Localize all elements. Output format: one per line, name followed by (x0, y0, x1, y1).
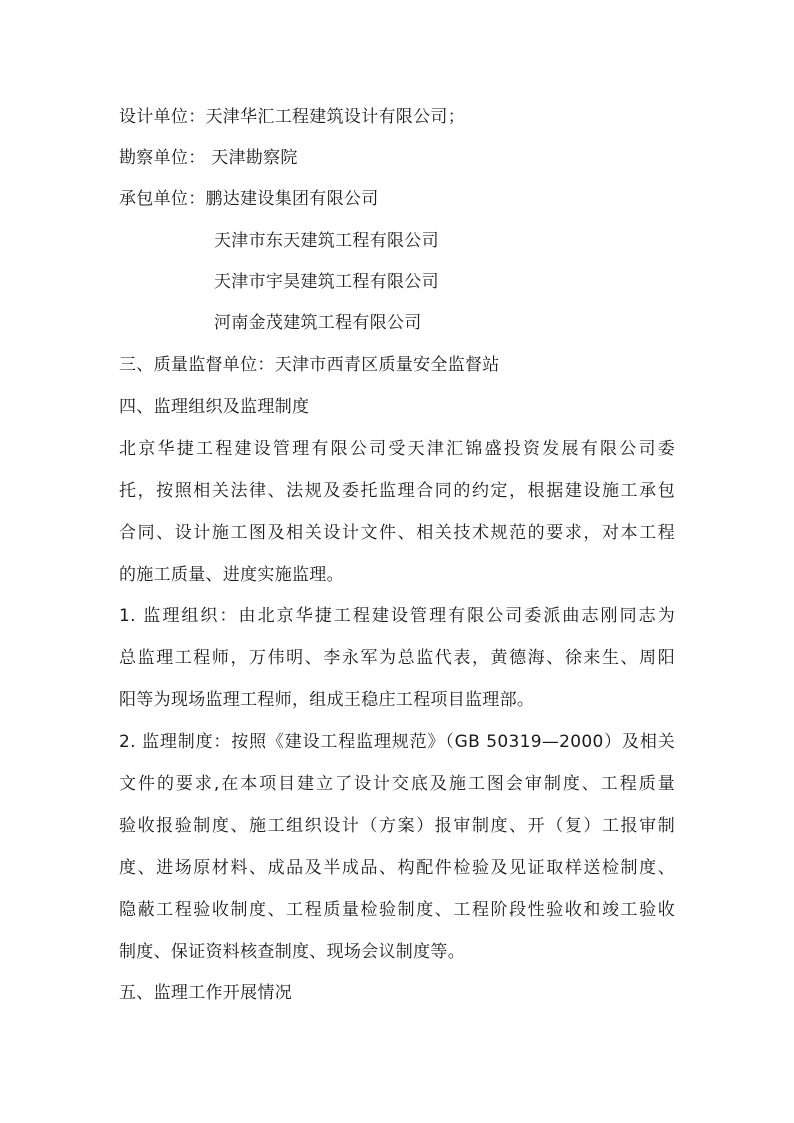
intro-paragraph-line: 北京华捷工程建设管理有限公司受天津汇锦盛投资发展有限公司委 (119, 439, 675, 459)
item-1-line: 阳等为现场监理工程师，组成王稳庄工程项目监理部。 (119, 690, 535, 710)
item-1-line: 总监理工程师，万伟明、李永军为总监代表，黄德海、徐来生、周阳 (119, 648, 675, 668)
item-2-line: 隐蔽工程验收制度、工程质量检验制度、工程阶段性验收和竣工验收 (119, 900, 675, 920)
contractor-item-2: 天津市东天建筑工程有限公司 (214, 231, 439, 251)
contractor-item-3: 天津市宇昊建筑工程有限公司 (214, 272, 439, 292)
section-3-heading: 三、质量监督单位：天津市西青区质量安全监督站 (119, 355, 500, 375)
item-2-line: 度、进场原材料、成品及半成品、构配件检验及见证取样送检制度、 (119, 858, 675, 878)
survey-unit-line: 勘察单位： 天津勘察院 (119, 148, 298, 168)
intro-paragraph-line: 的施工质量、进度实施监理。 (119, 565, 344, 585)
section-4-heading: 四、监理组织及监理制度 (119, 397, 310, 417)
item-2-line: 制度、保证资料核查制度、现场会议制度等。 (119, 942, 465, 962)
item-2-line: 文件的要求,在本项目建立了设计交底及施工图会审制度、工程质量 (119, 774, 675, 794)
intro-paragraph-line: 托，按照相关法律、法规及委托监理合同的约定，根据建设施工承包 (119, 481, 675, 501)
item-1-line: 1. 监理组织：由北京华捷工程建设管理有限公司委派曲志刚同志为 (119, 606, 675, 626)
item-2-line: 2. 监理制度：按照《建设工程监理规范》（GB 50319—2000）及相关 (119, 732, 675, 752)
intro-paragraph-line: 合同、设计施工图及相关设计文件、相关技术规范的要求，对本工程 (119, 523, 675, 543)
design-unit-line: 设计单位：天津华汇工程建筑设计有限公司； (119, 107, 465, 127)
contractor-unit-line: 承包单位：鹏达建设集团有限公司 (119, 189, 379, 209)
contractor-item-4: 河南金茂建筑工程有限公司 (214, 313, 422, 333)
item-2-line: 验收报验制度、施工组织设计（方案）报审制度、开（复）工报审制 (119, 816, 675, 836)
section-5-heading: 五、监理工作开展情况 (119, 983, 292, 1003)
